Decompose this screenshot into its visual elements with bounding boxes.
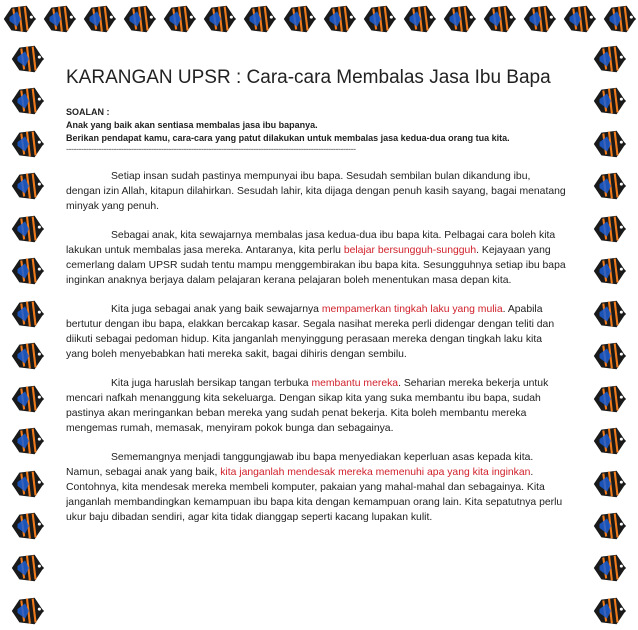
paragraph-highlight: membantu mereka bbox=[311, 378, 399, 389]
paragraph-text: . Seharian mereka bekerja untuk mencari nafkah menanggung kita sekeluarga. Dengan sikap kita yang suka membantu ibu bapa, sudah pastinya akan meringankan beban mereka yang sudah penat bekerja. Kita boleh membantu mereka mengemas rumah, memasak, menyiram pokok bunga dan sebagainya. bbox=[66, 378, 549, 434]
angelfish-icon bbox=[280, 0, 318, 38]
angelfish-icon bbox=[120, 0, 158, 38]
separator-line: -------------------------------------------------------------------------------------------------------------------- bbox=[66, 145, 356, 153]
angelfish-icon bbox=[590, 252, 628, 290]
angelfish-icon bbox=[480, 0, 518, 38]
angelfish-icon bbox=[80, 0, 118, 38]
angelfish-icon bbox=[8, 210, 46, 248]
angelfish-icon bbox=[590, 549, 628, 587]
angelfish-icon bbox=[590, 337, 628, 375]
border-left bbox=[8, 40, 58, 630]
border-right bbox=[590, 40, 638, 630]
paragraph-text: . Apabila bertutur dengan ibu bapa, elakkan bercakap kasar. Segala nasihat mereka perli didengar dengan teliti dan diikuti sebagai pedoman hidup. Kita janganlah menyinggung perasaan mereka dengan tingkah laku kita yang boleh menyebabkan hati mereka sakit, bagai dihiris dengan sembilu. bbox=[66, 304, 555, 360]
angelfish-icon bbox=[520, 0, 558, 38]
document-page bbox=[66, 58, 566, 630]
paragraph bbox=[66, 228, 566, 288]
angelfish-icon bbox=[0, 0, 38, 38]
paragraph-text: . Kejayaan yang cemerlang dalam UPSR sudah tentu mampu menggembirakan ibu bapa kita. Sesungguhnya setiap ibu bapa inginkan anaknya berjaya dalam pelajaran kerana pelajaran boleh menentukan masa depan kita. bbox=[66, 245, 566, 286]
border-top bbox=[0, 0, 638, 40]
question-line: Berikan pendapat kamu, cara-cara yang patut dilakukan untuk membalas jasa kedua-dua orang tua kita. bbox=[66, 133, 510, 143]
angelfish-icon bbox=[590, 167, 628, 205]
angelfish-icon bbox=[590, 295, 628, 333]
angelfish-icon bbox=[8, 337, 46, 375]
angelfish-icon bbox=[320, 0, 358, 38]
angelfish-icon bbox=[8, 82, 46, 120]
angelfish-icon bbox=[240, 0, 278, 38]
angelfish-icon bbox=[200, 0, 238, 38]
angelfish-icon bbox=[8, 592, 46, 630]
paragraph bbox=[66, 169, 566, 214]
angelfish-icon bbox=[400, 0, 438, 38]
angelfish-icon bbox=[8, 380, 46, 418]
angelfish-icon bbox=[590, 40, 628, 78]
angelfish-icon bbox=[590, 507, 628, 545]
angelfish-icon bbox=[590, 592, 628, 630]
paragraph-highlight: mempamerkan tingkah laku yang mulia bbox=[321, 304, 503, 315]
angelfish-icon bbox=[8, 295, 46, 333]
angelfish-icon bbox=[8, 465, 46, 503]
angelfish-icon bbox=[590, 125, 628, 163]
angelfish-icon bbox=[8, 507, 46, 545]
angelfish-icon bbox=[8, 549, 46, 587]
paragraph-text: Kita juga haruslah bersikap tangan terbuka bbox=[111, 378, 312, 389]
angelfish-icon bbox=[590, 380, 628, 418]
angelfish-icon bbox=[590, 82, 628, 120]
paragraph-text: Setiap insan sudah pastinya mempunyai ibu bapa. Sesudah sembilan bulan dikandung ibu, dengan izin Allah, kitapun dilahirkan. Sesudah lahir, kita dijaga dengan penuh kasih sayang, bagai menatang minyak yang penuh. bbox=[66, 171, 566, 212]
angelfish-icon bbox=[8, 167, 46, 205]
angelfish-icon bbox=[360, 0, 398, 38]
document-title: KARANGAN UPSR : Cara-cara Membalas Jasa Ibu Bapa bbox=[66, 67, 551, 88]
paragraph-highlight: kita janganlah mendesak mereka memenuhi apa yang kita inginkan bbox=[220, 467, 531, 478]
paragraph bbox=[66, 376, 566, 436]
angelfish-icon bbox=[8, 422, 46, 460]
angelfish-icon bbox=[590, 210, 628, 248]
paragraph bbox=[66, 302, 566, 362]
angelfish-icon bbox=[590, 465, 628, 503]
paragraph-text: . Contohnya, kita mendesak mereka membeli komputer, pakaian yang mahal-mahal dan sebagainya. Kita janganlah membandingkan kemampuan ibu bapa kita dengan kemampuan orang lain. Kita sepatutnya perlu ukur baju dibadan sendiri, agar kita tidak dianggap seperti kacang lupakan kulit. bbox=[66, 467, 563, 523]
paragraph-text: Sebagai anak, kita sewajarnya membalas jasa kedua-dua ibu bapa kita. Pelbagai cara boleh kita lakukan untuk membalas jasa mereka. Antaranya, kita perlu bbox=[66, 230, 556, 256]
angelfish-icon bbox=[590, 422, 628, 460]
angelfish-icon bbox=[440, 0, 478, 38]
question-line: Anak yang baik akan sentiasa membalas jasa ibu bapanya. bbox=[66, 120, 318, 130]
paragraph bbox=[66, 450, 566, 525]
paragraph-highlight: belajar bersungguh-sungguh bbox=[343, 245, 477, 256]
angelfish-icon bbox=[40, 0, 78, 38]
angelfish-icon bbox=[560, 0, 598, 38]
question-label: SOALAN : bbox=[66, 107, 110, 117]
paragraph-text: Kita juga sebagai anak yang baik sewajarnya bbox=[111, 304, 322, 315]
angelfish-icon bbox=[8, 40, 46, 78]
angelfish-icon bbox=[600, 0, 638, 38]
angelfish-icon bbox=[8, 125, 46, 163]
angelfish-icon bbox=[160, 0, 198, 38]
paragraph-text: Sememangnya menjadi tanggungjawab ibu bapa menyediakan keperluan asas kepada kita. Namun, sebagai anak yang baik, bbox=[66, 452, 534, 478]
angelfish-icon bbox=[8, 252, 46, 290]
